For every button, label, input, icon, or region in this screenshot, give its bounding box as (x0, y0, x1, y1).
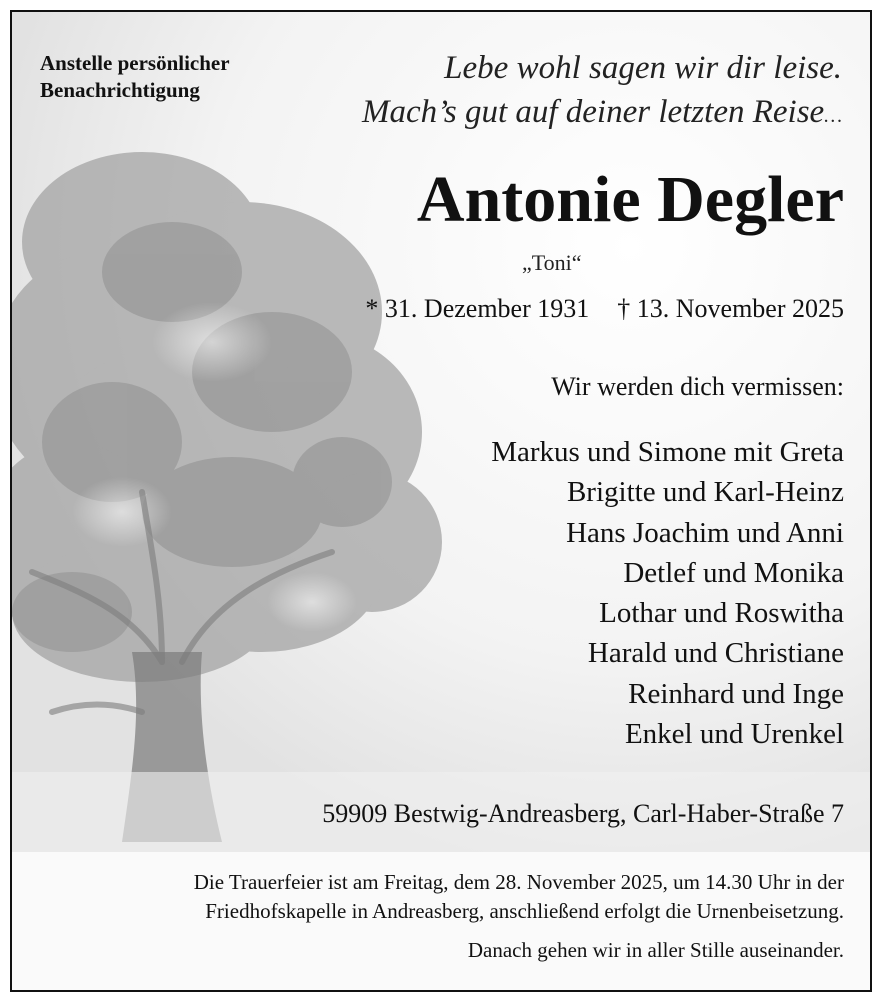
farewell-verse (362, 46, 842, 138)
funeral-service-info (194, 868, 844, 926)
mourner-entry: Lothar und Roswitha (599, 597, 844, 630)
death-date: † 13. November 2025 (617, 294, 844, 323)
mourner-entry: Reinhard und Inge (628, 677, 844, 710)
obituary-notice (10, 10, 872, 992)
life-dates (365, 294, 844, 324)
closing-line: Danach gehen wir in aller Stille auseinander. (467, 938, 844, 962)
deceased-name: Antonie Degler (416, 163, 844, 236)
service-line-2: Friedhofskapelle in Andreasberg, anschließend erfolgt die Urnenbeisetzung. (205, 899, 844, 923)
mourner-entry: Brigitte und Karl-Heinz (566, 476, 844, 509)
verse-line-2 (362, 90, 842, 138)
notice-line-2: Benachrichtigung (40, 78, 200, 102)
mourner-entry: Markus und Simone mit Greta (491, 436, 844, 468)
mourners-intro: Wir werden dich vermissen: (551, 372, 844, 401)
mourner-entry: Enkel und Urenkel (624, 718, 844, 751)
mourner-entry: Detlef und Monika (623, 556, 844, 589)
mourners-list (491, 432, 844, 754)
mourner-entry: Hans Joachim und Anni (566, 516, 844, 549)
deceased-nickname: „Toni“ (522, 250, 582, 275)
verse-line-2-text: Mach’s gut auf deiner letzten Reise (361, 94, 825, 130)
mourner-entry: Harald und Christiane (587, 637, 844, 670)
notification-notice (40, 50, 230, 104)
verse-line-1: Lebe wohl sagen wir dir leise. (444, 50, 842, 86)
service-line-1: Die Trauerfeier ist am Freitag, dem 28. November 2025, um 14.30 Uhr in der (193, 870, 844, 894)
verse-ellipsis: … (824, 105, 842, 127)
notice-line-1: Anstelle persönlicher (40, 51, 230, 75)
birth-date: * 31. Dezember 1931 (365, 294, 590, 323)
family-address: 59909 Bestwig-Andreasberg, Carl-Haber-Straße 7 (322, 799, 844, 828)
